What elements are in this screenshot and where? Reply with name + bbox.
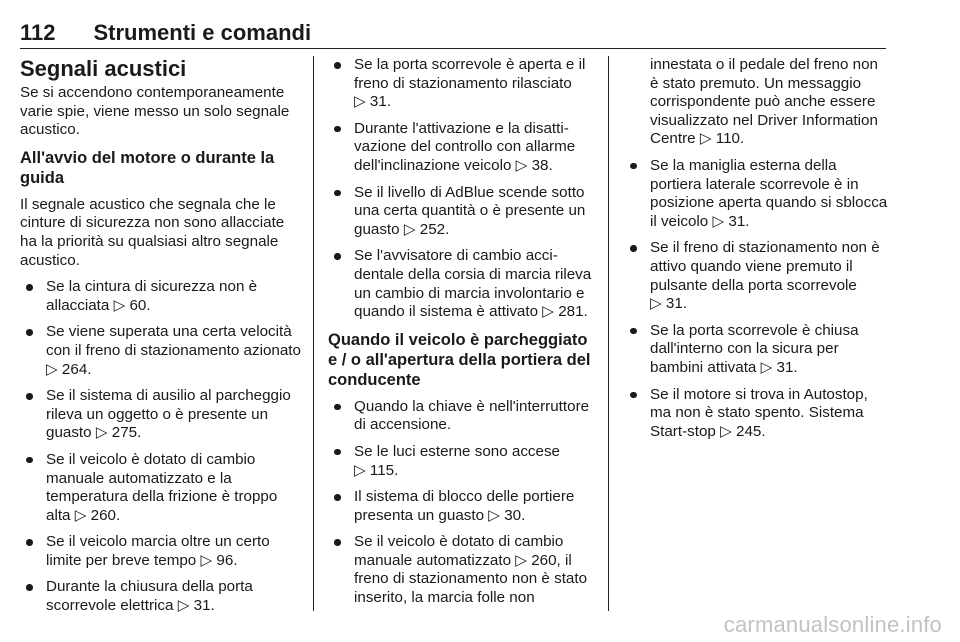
- arrow-right-icon: ▷: [403, 220, 416, 238]
- seatbelt-paragraph: Il segnale acustico che segnala che le cinture di sicurezza non sono allacciate ha la priorità su qualsiasi altro segnale acustico.: [20, 195, 285, 269]
- list-item: Se la porta scorrevole è aperta e il freno di stazionamento rilasciato ▷ 31.: [328, 56, 596, 112]
- page-number: 112: [20, 20, 56, 45]
- arrow-right-icon: ▷: [515, 156, 528, 174]
- arrow-right-icon: ▷: [515, 551, 527, 569]
- column-3: [624, 56, 890, 449]
- page-reference[interactable]: ▷ 31.: [760, 358, 798, 376]
- arrow-right-icon: ▷: [95, 424, 108, 442]
- page-reference[interactable]: ▷ 38.: [515, 156, 553, 174]
- arrow-right-icon: ▷: [74, 506, 87, 524]
- page-reference[interactable]: ▷ 252.: [403, 220, 450, 238]
- subheading: All'avvio del motore o durante la guida: [20, 148, 275, 187]
- list-item: Il sistema di blocco delle portiere presenta un guasto ▷ 30.: [328, 488, 596, 525]
- page-reference[interactable]: ▷ 60.: [113, 296, 151, 314]
- list-item: Se viene superata una certa velocità con il freno di stazionamento azionato ▷ 264.: [20, 323, 302, 379]
- list-item: Se l'avvisatore di cambio accidentale della corsia di marcia rileva un cambio di marcia involontario e quando il sistema è attivato ▷ 281.: [328, 247, 596, 321]
- arrow-right-icon: ▷: [46, 360, 58, 378]
- section-heading: Segnali acustici: [20, 56, 187, 81]
- list-item: Se il veicolo marcia oltre un certo limite per breve tempo ▷ 96.: [20, 533, 302, 570]
- page-reference[interactable]: ▷ 30.: [488, 506, 526, 524]
- page-reference[interactable]: ▷ 31.: [177, 597, 215, 615]
- list-item: Se la cintura di sicurezza non è allacciata ▷ 60.: [20, 278, 302, 315]
- arrow-right-icon: ▷: [177, 597, 190, 615]
- arrow-right-icon: ▷: [200, 551, 213, 569]
- bullet-list: [20, 278, 302, 616]
- page-header: [20, 10, 886, 49]
- arrow-right-icon: ▷: [650, 295, 662, 313]
- list-item: Se il veicolo è dotato di cambio manuale automatizzato ▷ 260, il freno di stazionamento non è stato inserito, la marcia folle non: [328, 533, 596, 607]
- arrow-right-icon: ▷: [542, 303, 554, 321]
- bullet-list: [624, 157, 890, 441]
- arrow-right-icon: ▷: [720, 422, 732, 440]
- page-reference[interactable]: ▷ 281.: [542, 303, 588, 321]
- page-reference[interactable]: ▷ 260.: [74, 506, 121, 524]
- page-title: Strumenti e comandi: [93, 20, 312, 45]
- page-reference[interactable]: ▷ 260, il freno di stazionamento non è stato inserito, la marcia folle non: [354, 551, 588, 607]
- list-item: Se il freno di stazionamento non è attivo quando viene premuto il pulsante della porta scorrevole ▷ 31.: [624, 239, 890, 313]
- page-reference[interactable]: ▷ 264.: [46, 360, 92, 378]
- list-item: Se il veicolo è dotato di cambio manuale automatizzato e la temperatura della frizione è troppo alta ▷ 260.: [20, 451, 302, 525]
- column-divider: [608, 56, 609, 611]
- arrow-right-icon: ▷: [699, 130, 712, 148]
- page-reference[interactable]: ▷ 110.: [699, 130, 745, 148]
- arrow-right-icon: ▷: [488, 506, 500, 524]
- list-item: Se il sistema di ausilio al parcheggio rileva un oggetto o è presente un guasto ▷ 275.: [20, 387, 302, 443]
- continuation-paragraph: innestata o il pedale del freno non è stato premuto. Un messaggio corrispondente può anche essere visualizzato nel Driver Information Centre ▷ 110.: [650, 56, 878, 148]
- subheading: Quando il veicolo è parcheggiato e / o all'apertura della portiera del conducente: [328, 330, 591, 389]
- column-2: [328, 56, 596, 616]
- intro-paragraph: Se si accendono contemporaneamente varie spie, viene messo un solo segnale acustico.: [20, 84, 290, 139]
- arrow-right-icon: ▷: [354, 461, 366, 479]
- page-reference[interactable]: ▷ 275.: [95, 424, 142, 442]
- list-item: Durante la chiusura della porta scorrevole elettrica ▷ 31.: [20, 578, 302, 615]
- list-item: Se il motore si trova in Autostop, ma non è stato spento. Sistema Start-stop ▷ 245.: [624, 386, 890, 442]
- arrow-right-icon: ▷: [113, 296, 126, 314]
- page-reference[interactable]: ▷ 31.: [354, 93, 392, 111]
- list-item: Se le luci esterne sono accese ▷ 115.: [328, 443, 596, 480]
- watermark: carmanualsonline.info: [723, 612, 942, 637]
- arrow-right-icon: ▷: [712, 212, 725, 230]
- column-divider: [313, 56, 314, 611]
- bullet-list: [328, 56, 596, 322]
- list-item: Durante l'attivazione e la disattivazione del controllo con allarme dell'inclinazione veicolo ▷ 38.: [328, 120, 596, 176]
- bullet-list: [328, 398, 596, 608]
- page-reference[interactable]: ▷ 31.: [712, 212, 750, 230]
- list-item: Se la maniglia esterna della portiera laterale scorrevole è in posizione aperta quando si sblocca il veicolo ▷ 31.: [624, 157, 890, 231]
- page-reference[interactable]: ▷ 115.: [354, 461, 399, 479]
- page-reference[interactable]: ▷ 31.: [650, 295, 688, 313]
- arrow-right-icon: ▷: [760, 358, 773, 376]
- list-item: Se il livello di AdBlue scende sotto una certa quantità o è presente un guasto ▷ 252.: [328, 184, 596, 240]
- page-reference[interactable]: ▷ 96.: [200, 551, 238, 569]
- list-item: Quando la chiave è nell'interruttore di accensione.: [328, 398, 596, 435]
- list-item: Se la porta scorrevole è chiusa dall'interno con la sicura per bambini attivata ▷ 31.: [624, 322, 890, 378]
- arrow-right-icon: ▷: [354, 93, 366, 111]
- page-reference[interactable]: ▷ 245.: [720, 422, 766, 440]
- column-1: [20, 56, 302, 624]
